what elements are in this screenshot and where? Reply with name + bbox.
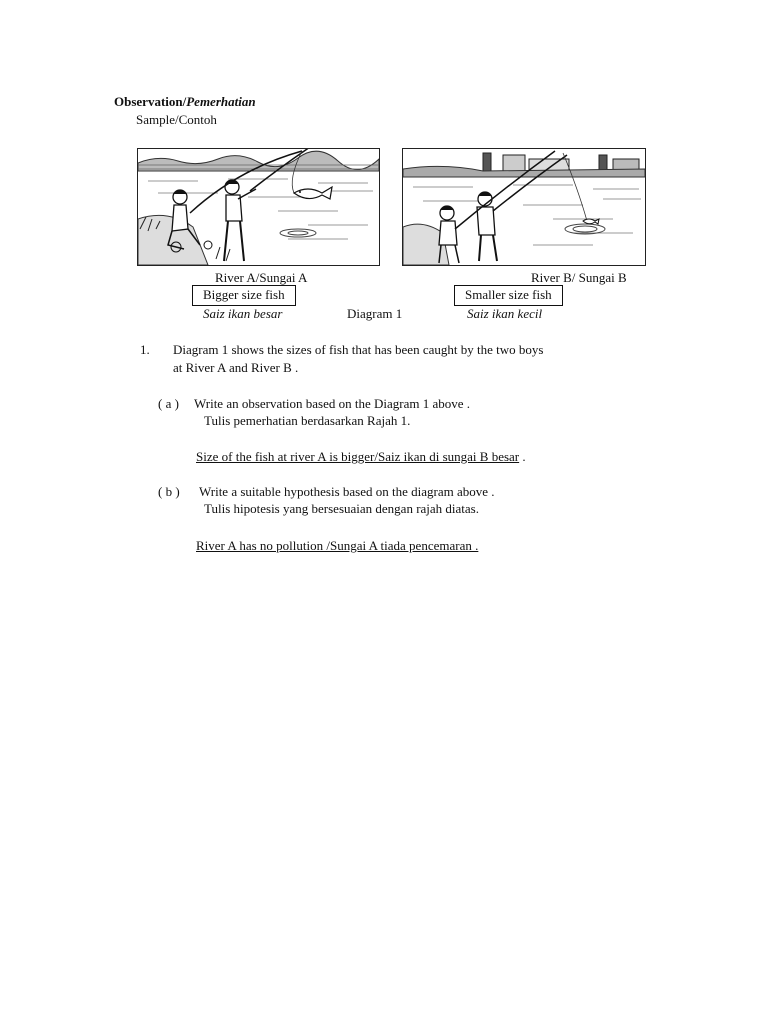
- heading-english: Observation/: [114, 94, 187, 109]
- part-a-instruction: Write an observation based on the Diagram 1 above .: [194, 396, 470, 411]
- river-b-illustration: [402, 148, 646, 266]
- bigger-fish-box: Bigger size fish: [192, 285, 296, 306]
- part-b-instruction: Write a suitable hypothesis based on the diagram above .: [199, 484, 495, 499]
- part-a-translation: Tulis pemerhatian berdasarkan Rajah 1.: [204, 413, 411, 428]
- part-b-label: ( b ): [158, 484, 180, 499]
- smaller-fish-box: Smaller size fish: [454, 285, 563, 306]
- caption-big-fish: Saiz ikan besar: [203, 306, 283, 321]
- part-b-answer: River A has no pollution /Sungai A tiada pencemaran .: [196, 538, 479, 553]
- part-a-answer-text: Size of the fish at river A is bigger/Saiz ikan di sungai B besar: [196, 449, 520, 464]
- river-a-drawing: [138, 149, 379, 265]
- river-a-label: River A/Sungai A: [215, 270, 308, 285]
- section-heading: [114, 94, 256, 110]
- question-text-line1: Diagram 1 shows the sizes of fish that has been caught by the two boys: [173, 342, 544, 357]
- question-number: 1.: [140, 342, 150, 357]
- diagram-title: Diagram 1: [347, 306, 403, 321]
- river-a-illustration: [137, 148, 380, 266]
- part-b-translation: Tulis hipotesis yang bersesuaian dengan rajah diatas.: [204, 501, 479, 516]
- heading-malay: Pemerhatian: [186, 94, 256, 109]
- part-a-answer: [196, 449, 526, 465]
- river-b-drawing: [403, 149, 645, 265]
- sample-subheading: Sample/Contoh: [136, 112, 217, 127]
- question-text-line2: at River A and River B .: [173, 360, 299, 375]
- river-b-label: River B/ Sungai B: [531, 270, 627, 285]
- part-a-answer-end: .: [519, 449, 526, 464]
- part-a-label: ( a ): [158, 396, 179, 411]
- caption-small-fish: Saiz ikan kecil: [467, 306, 543, 321]
